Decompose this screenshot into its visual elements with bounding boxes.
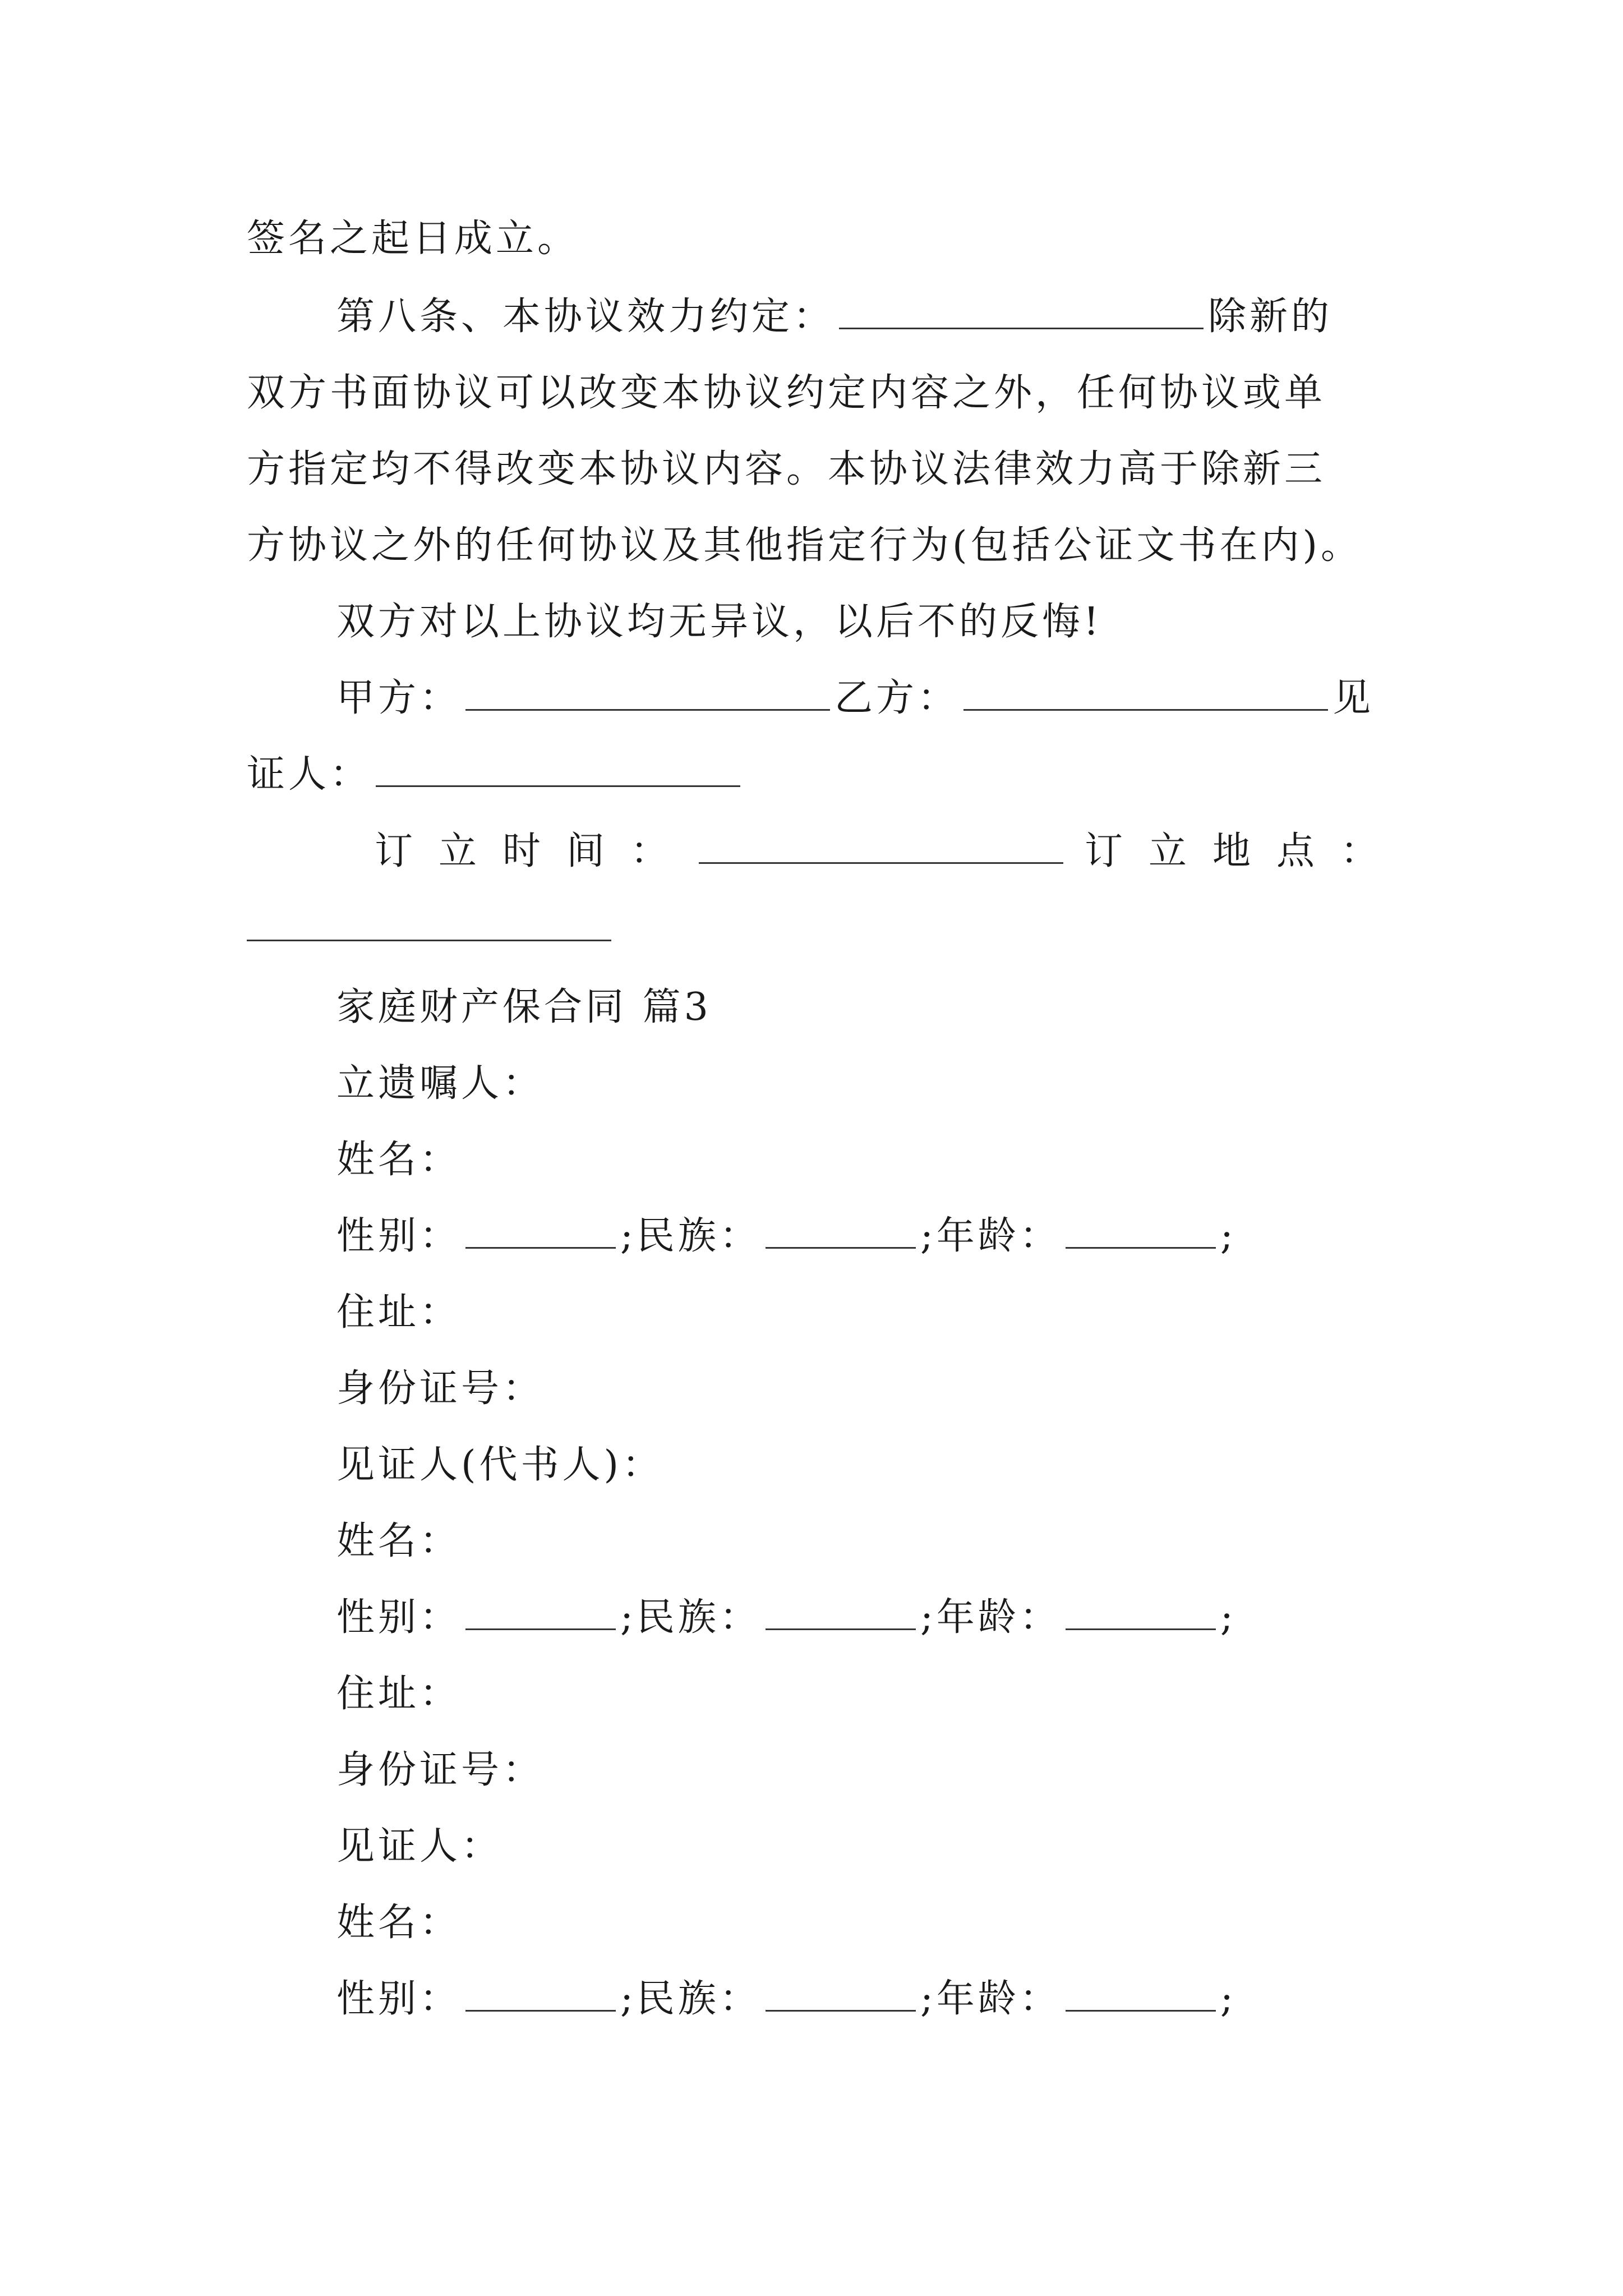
text-line: 双方对以上协议均无异议，以后不的反悔! — [336, 600, 1103, 644]
ethnicity-blank[interactable] — [766, 1973, 916, 2012]
place-blank-line — [247, 902, 616, 956]
witness-line: 证人： — [247, 748, 745, 802]
gender-blank[interactable] — [465, 1591, 616, 1630]
ethnicity-blank[interactable] — [766, 1591, 916, 1630]
id-number-label: 身份证号： — [336, 1748, 545, 1792]
place-blank[interactable] — [247, 903, 611, 941]
testator-label: 立遗嘱人： — [336, 1061, 545, 1106]
party-b-blank[interactable] — [963, 672, 1328, 711]
section-title: 家庭财产保合同 篇3 — [336, 985, 712, 1029]
ethnicity-blank[interactable] — [766, 1210, 916, 1249]
text-line: 双方书面协议可以改变本协议约定内容之外，任何协议或单 — [247, 371, 1326, 415]
name-label: 姓名： — [336, 1138, 462, 1182]
witness-label: 见证人： — [336, 1824, 503, 1869]
gender-ethnicity-age-line: 性别： ;民族： ;年龄： ; — [336, 1209, 1237, 1263]
text-line: 签名之起日成立。 — [247, 217, 579, 261]
fill-blank[interactable] — [839, 291, 1204, 329]
id-number-label: 身份证号： — [336, 1366, 545, 1411]
name-label: 姓名： — [336, 1519, 462, 1563]
address-label: 住址： — [336, 1290, 462, 1335]
name-label: 姓名： — [336, 1901, 462, 1945]
gender-blank[interactable] — [465, 1210, 616, 1249]
address-label: 住址： — [336, 1672, 462, 1716]
witness-scribe-label: 见证人(代书人)： — [336, 1443, 664, 1487]
text-line: 方协议之外的任何协议及其他指定行为(包括公证文书在内)。 — [247, 523, 1363, 568]
gender-ethnicity-age-line: 性别： ;民族： ;年龄： ; — [336, 1972, 1237, 2026]
time-place-line: 订立时间： 订立地点： — [375, 825, 1404, 878]
article-8-line: 第八条、本协议效力约定： 除新的 — [336, 290, 1332, 344]
witness-blank[interactable] — [376, 748, 740, 787]
age-blank[interactable] — [1066, 1973, 1216, 2012]
gender-ethnicity-age-line: 性别： ;民族： ;年龄： ; — [336, 1591, 1237, 1645]
text-line: 方指定均不得改变本协议内容。本协议法律效力高于除新三 — [247, 447, 1326, 491]
signature-line: 甲方： 乙方： 见 — [336, 671, 1374, 725]
gender-blank[interactable] — [465, 1973, 616, 2012]
age-blank[interactable] — [1066, 1210, 1216, 1249]
time-blank[interactable] — [699, 825, 1063, 864]
age-blank[interactable] — [1066, 1591, 1216, 1630]
party-a-blank[interactable] — [465, 672, 830, 711]
